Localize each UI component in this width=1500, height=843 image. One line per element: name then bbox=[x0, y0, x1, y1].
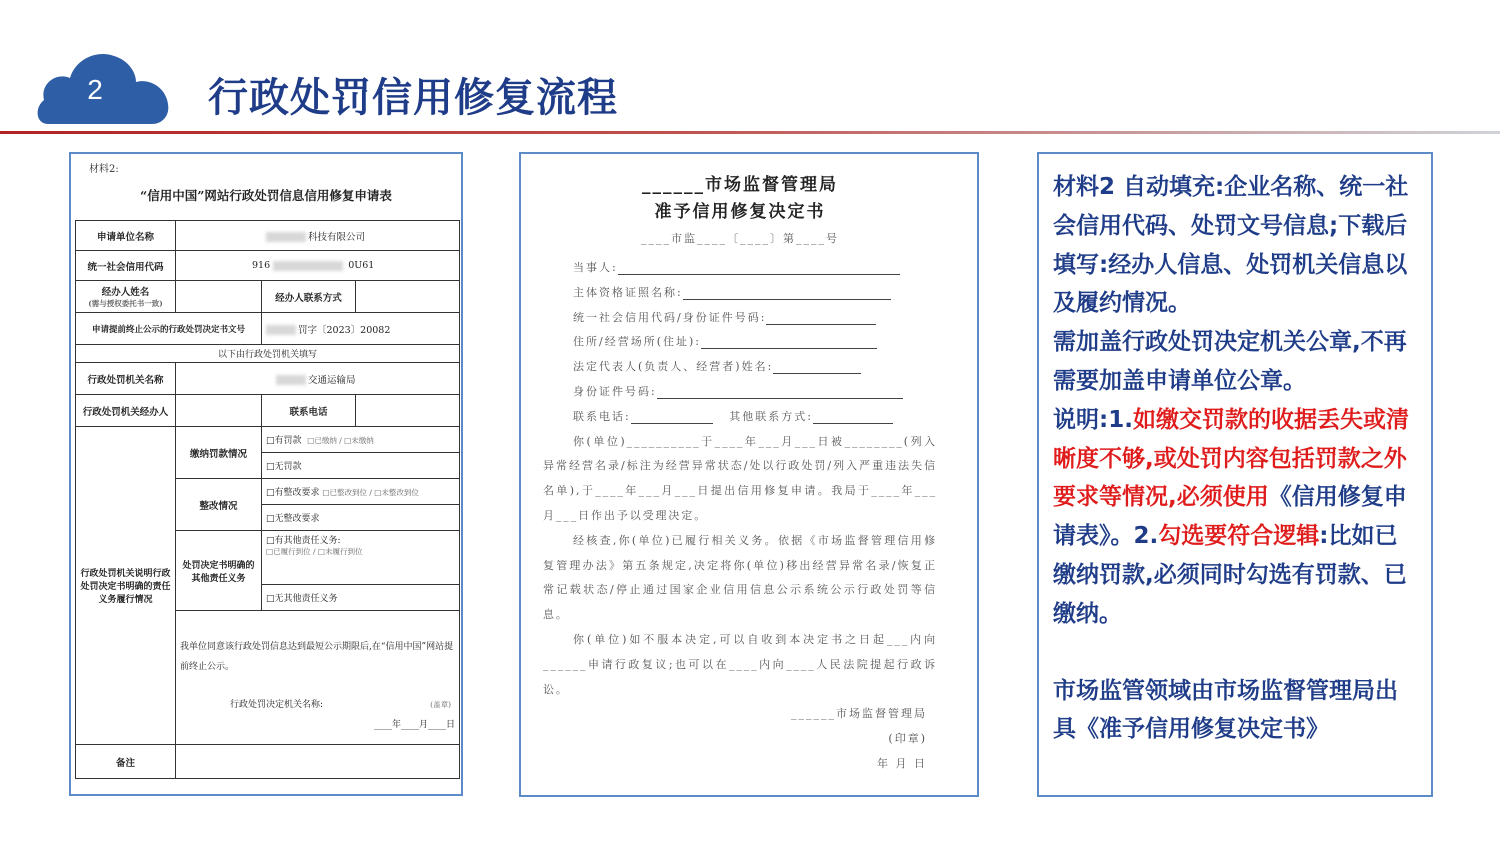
explanation-auto-fill: 材料2 自动填充:企业名称、统一社会信用代码、处罚文号信息;下载后填写:经办人信息、处罚机关信息以及履约情况。 bbox=[1053, 174, 1409, 317]
title-divider bbox=[0, 131, 1500, 134]
explanation-panel bbox=[1037, 152, 1433, 797]
performance-label: 行政处罚机关说明行政处罚决定书明确的责任义务履行情况 bbox=[76, 427, 176, 745]
rectification-option-no[interactable]: □无整改要求 bbox=[262, 505, 460, 531]
field-address: 住所/经营场所(住址): bbox=[573, 330, 937, 355]
doc-no-label: 申请提前终止公示的行政处罚决定书文号 bbox=[76, 313, 262, 345]
remark-label: 备注 bbox=[76, 745, 176, 779]
rectification-label: 整改情况 bbox=[176, 479, 262, 531]
decision-issuer: ______市场监督管理局 bbox=[642, 175, 838, 195]
other-duty-option-yes[interactable]: □有其他责任义务: □已履行到位 / □未履行到位 bbox=[262, 531, 460, 585]
decision-paragraph-3: 你(单位)如不服本决定,可以自收到本决定书之日起___内向______申请行政复议;也可以在____内向____人民法院提起行政诉讼。 bbox=[543, 632, 937, 696]
decision-title: 准予信用修复决定书 bbox=[654, 202, 826, 222]
decision-seal: (印章) bbox=[888, 732, 927, 746]
phone-label: 联系电话 bbox=[262, 395, 356, 427]
form-title: “信用中国”网站行政处罚信息信用修复申请表 bbox=[140, 188, 392, 203]
explanation-notes: 说明:1.如缴交罚款的收据丢失或清晰度不够,或处罚内容包括罚款之外要求等情况,必须使用《信用修复申请表》。2.勾选要符合逻辑:比如已缴纳罚款,必须同时勾选有罚款、已缴纳。 bbox=[1053, 406, 1409, 627]
applicant-label: 申请单位名称 bbox=[76, 221, 176, 251]
credit-code-label: 统一社会信用代码 bbox=[76, 251, 176, 281]
application-table bbox=[75, 220, 460, 779]
slide-number: 2 bbox=[87, 74, 103, 105]
handler-label: 经办人姓名 (需与授权委托书一致) bbox=[76, 281, 176, 313]
handler-contact-label: 经办人联系方式 bbox=[262, 281, 356, 313]
credit-repair-application-form bbox=[69, 152, 463, 796]
decision-reference: ____市监____〔____〕第____号 bbox=[641, 232, 839, 245]
consent-cell bbox=[176, 611, 460, 745]
consent-text: 我单位同意该行政处罚信息达到最短公示期限后,在“信用中国”网站提前终止公示。 bbox=[180, 642, 454, 672]
authority-value: 交通运输局 bbox=[176, 363, 460, 395]
fine-option-yes[interactable]: □有罚款 □已缴纳 / □未缴纳 bbox=[262, 427, 460, 453]
decision-date: 年 月 日 bbox=[877, 756, 927, 770]
page-title: 行政处罚信用修复流程 bbox=[208, 75, 618, 121]
field-license: 主体资格证照名称: bbox=[573, 281, 937, 306]
decision-sign: ______市场监督管理局 bbox=[791, 707, 927, 721]
rectification-option-yes[interactable]: □有整改要求 □已整改到位 / □未整改到位 bbox=[262, 479, 460, 505]
credit-code-value: 916 0U61 bbox=[176, 251, 460, 281]
credit-repair-decision-letter bbox=[519, 152, 979, 797]
explanation-market-supervision: 市场监管领域由市场监督管理局出具《准予信用修复决定书》 bbox=[1053, 677, 1398, 743]
field-credit-code: 统一社会信用代码/身份证件号码: bbox=[573, 306, 937, 331]
other-duty-option-no[interactable]: □无其他责任义务 bbox=[262, 585, 460, 611]
field-legal-rep: 法定代表人(负责人、经营者)姓名: bbox=[573, 355, 937, 380]
field-contact: 联系电话: 其他联系方式: bbox=[573, 405, 937, 430]
field-id-number: 身份证件号码: bbox=[573, 380, 937, 405]
form-date: ____年____月____日 bbox=[373, 720, 455, 730]
decision-fields bbox=[543, 256, 937, 430]
other-duty-label: 处罚决定书明确的其他责任义务 bbox=[176, 531, 262, 611]
decision-paragraph-2: 经核查,你(单位)已履行相关义务。依据《市场监督管理信用修复管理办法》第五条规定,决定将你(单位)移出经营异常名录/恢复正常记载状态/停止通过国家企业信用信息公示系统公示行政处罚等信息。 bbox=[543, 533, 937, 622]
decision-paragraph-1: 你(单位)__________于____年___月___日被________(列入异常经营名录/标注为经营异常状态/处以行政处罚/列入严重违法失信名单),于____年___月___日提出信用修复申请。我局于____年___月___日作出予以受理决定。 bbox=[543, 434, 937, 522]
fine-label: 缴纳罚款情况 bbox=[176, 427, 262, 479]
material-note: 材料2: bbox=[89, 164, 119, 175]
field-party: 当事人: bbox=[573, 256, 937, 281]
doc-no-value: 罚字〔2023〕20082 bbox=[262, 313, 460, 345]
authority-label: 行政处罚机关名称 bbox=[76, 363, 176, 395]
authority-handler-label: 行政处罚机关经办人 bbox=[76, 395, 176, 427]
fine-option-no[interactable]: □无罚款 bbox=[262, 453, 460, 479]
sign-line: 行政处罚决定机关名称: (盖章) bbox=[230, 700, 451, 710]
explanation-seal: 需加盖行政处罚决定机关公章,不再需要加盖申请单位公章。 bbox=[1053, 329, 1407, 394]
applicant-value: 科技有限公司 bbox=[176, 221, 460, 251]
section-note: 以下由行政处罚机关填写 bbox=[76, 345, 460, 363]
